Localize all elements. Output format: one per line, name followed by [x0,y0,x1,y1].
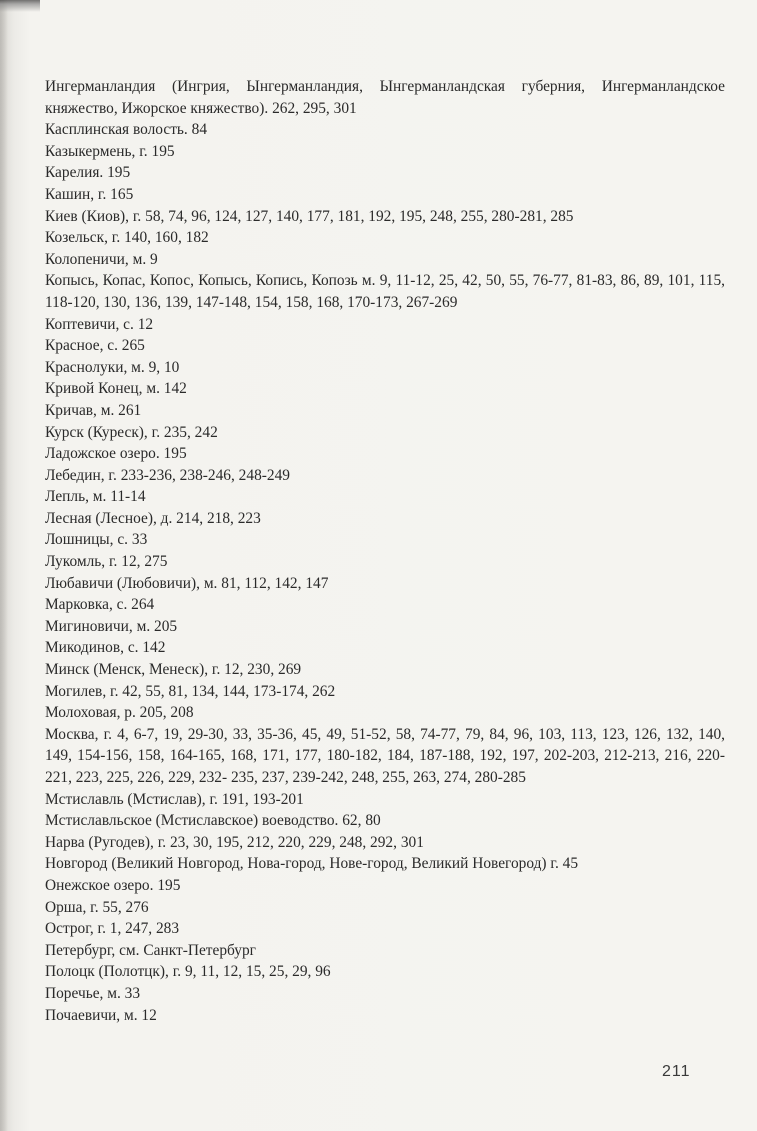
index-entry: Полоцк (Полотцк), г. 9, 11, 12, 15, 25, 29, 96 [45,963,331,981]
index-entry: Петербург, см. Санкт-Петербург [45,941,256,959]
index-entry: Краснолуки, м. 9, 10 [45,358,180,376]
index-entry: Лукомль, г. 12, 275 [45,553,168,571]
index-entry: Карелия. 195 [45,164,131,182]
index-entry: Курск (Куреск), г. 235, 242 [45,423,218,441]
index-entry: Новгород (Великий Новгород, Нова-город, Нове-город, Великий Новегород) г. 45 [45,855,579,873]
index-entry: Кривой Конец, м. 142 [45,380,187,398]
index-entry: Любавичи (Любовичи), м. 81, 112, 142, 147 [45,574,329,592]
index-entry: Микодинов, с. 142 [45,639,166,657]
index-entry: Мстиславльское (Мстиславское) воеводство. 62, 80 [45,812,381,830]
index-entry: Поречье, м. 33 [45,984,141,1002]
index-entry: Лебедин, г. 233-236, 238-246, 248-249 [45,466,290,484]
index-entry: Лесная (Лесное), д. 214, 218, 223 [45,509,261,527]
page-edge-shadow [0,0,8,1131]
index-entry: Молоховая, р. 205, 208 [45,704,194,722]
index-entry: Ингерманландия (Ингрия, Ынгерманландия, Ынгерманландская губерния, Ингерманландское княжество, Ижорское княжество). 262, 295, 301 [45,78,725,117]
index-entry: Ладожское озеро. 195 [45,445,187,463]
index-entry: Нарва (Ругодев), г. 23, 30, 195, 212, 220, 229, 248, 292, 301 [45,833,424,851]
index-entry: Могилев, г. 42, 55, 81, 134, 144, 173-174, 262 [45,682,336,700]
index-entry: Онежское озеро. 195 [45,876,181,894]
index-entry: Коптевичи, с. 12 [45,315,154,333]
index-entry: Кашин, г. 165 [45,185,134,203]
index-entry: Минск (Менск, Менеск), г. 12, 230, 269 [45,661,302,679]
index-entry: Красное, с. 265 [45,337,145,355]
geographic-index-list [45,76,725,1026]
index-entry: Орша, г. 55, 276 [45,898,149,916]
index-entry: Касплинская волость. 84 [45,121,208,139]
index-entry: Козельск, г. 140, 160, 182 [45,229,209,247]
page-number: 211 [662,1063,691,1080]
page-corner-shadow [0,0,40,12]
index-entry: Киев (Киов), г. 58, 74, 96, 124, 127, 140, 177, 181, 192, 195, 248, 255, 280-281, 285 [45,207,574,225]
index-entry: Острог, г. 1, 247, 283 [45,920,180,938]
index-entry: Колопеничи, м. 9 [45,250,158,268]
index-entry: Почаевичи, м. 12 [45,1006,157,1024]
index-entry: Мигиновичи, м. 205 [45,617,178,635]
index-entry: Лошницы, с. 33 [45,531,148,549]
index-entry: Москва, г. 4, 6-7, 19, 29-30, 33, 35-36, 45, 49, 51-52, 58, 74-77, 79, 84, 96, 103, 113, 123, 126, 132, 140, 149, 154-156, 158, 164-165, 168, 171, 177, 180-182, 184, 187-188, 192, 197, 202-203, 212-213, 216, 220-221, 223, 225, 226, 229, 232- 235, 237, 239-242, 248, 255, 263, 274, 280-285 [45,725,725,786]
index-entry: Казыкермень, г. 195 [45,142,175,160]
index-entry: Копысь, Копас, Копос, Копысь, Копись, Копозь м. 9, 11-12, 25, 42, 50, 55, 76-77, 81-83, 86, 89, 101, 115, 118-120, 130, 136, 139, 147-148, 154, 158, 168, 170-173, 267-269 [45,272,725,311]
index-entry: Марковка, с. 264 [45,596,155,614]
index-entry: Мстиславль (Мстислав), г. 191, 193-201 [45,790,304,808]
index-entry: Лепль, м. 11-14 [45,488,146,506]
index-entry: Кричав, м. 261 [45,401,142,419]
